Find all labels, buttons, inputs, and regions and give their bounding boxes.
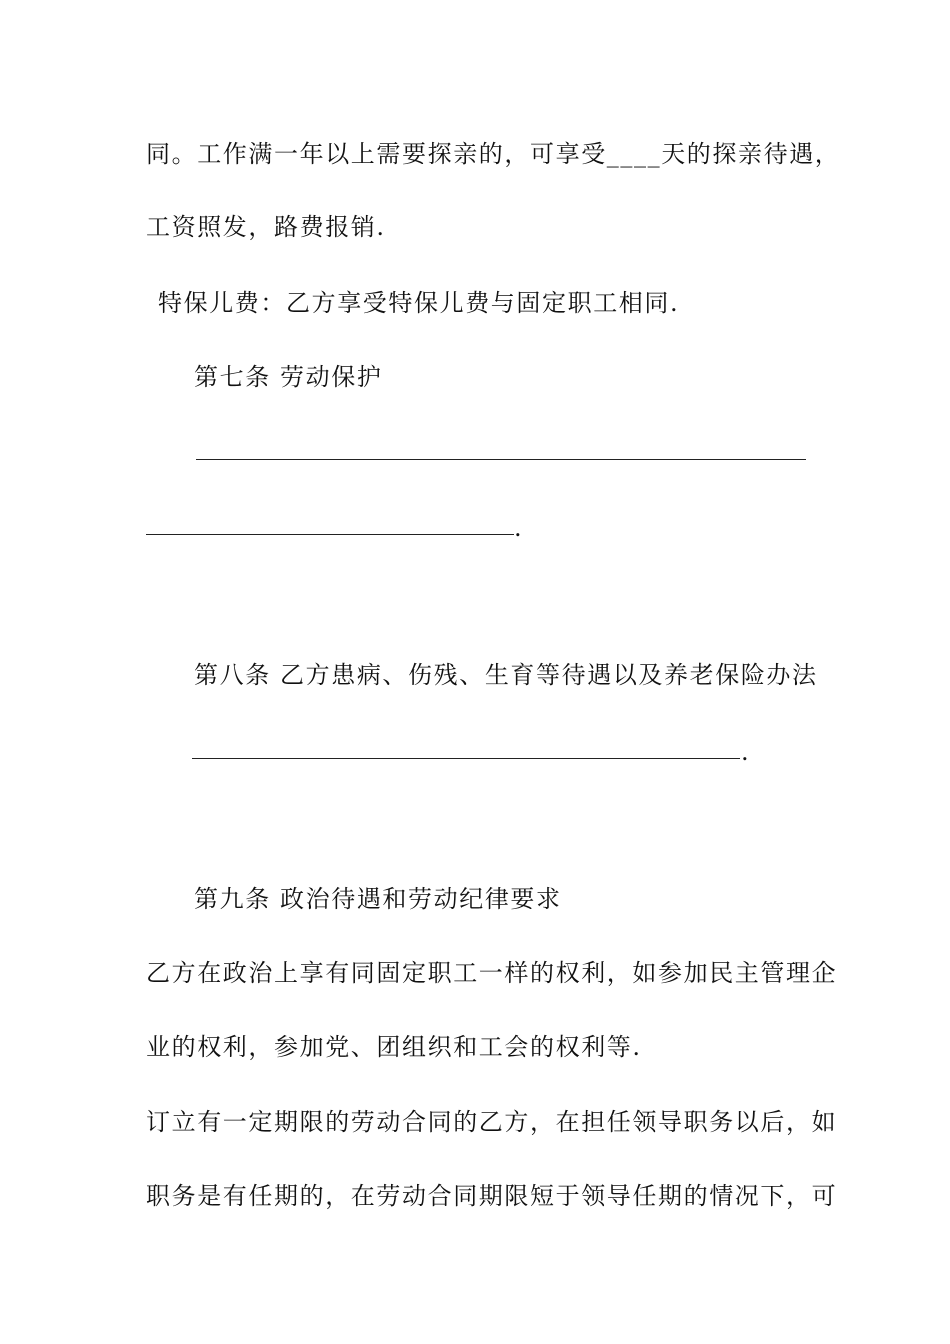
paragraph-line: 业的权利，参加党、团组织和工会的权利等.	[146, 1033, 642, 1061]
article-9-heading: 第九条 政治待遇和劳动纪律要求	[194, 885, 562, 913]
paragraph-line: 订立有一定期限的劳动合同的乙方，在担任领导职务以后，如	[146, 1108, 838, 1136]
paragraph-line: 同。工作满一年以上需要探亲的，可享受____天的探亲待遇，	[146, 140, 841, 168]
fill-in-blank-line	[192, 758, 740, 759]
article-7-heading: 第七条 劳动保护	[194, 363, 383, 391]
fill-in-blank-line	[146, 534, 514, 535]
period-mark: .	[741, 738, 749, 766]
paragraph-line: 特保儿费：乙方享受特保儿费与固定职工相同.	[158, 289, 680, 317]
paragraph-line: 乙方在政治上享有同固定职工一样的权利，如参加民主管理企	[146, 959, 838, 987]
fill-in-blank-line	[196, 459, 806, 460]
paragraph-line: 职务是有任期的，在劳动合同期限短于领导任期的情况下，可	[146, 1182, 838, 1210]
period-mark: .	[514, 514, 522, 542]
article-8-heading: 第八条 乙方患病、伤残、生育等待遇以及养老保险办法	[194, 661, 818, 689]
paragraph-line: 工资照发，路费报销.	[146, 213, 386, 241]
